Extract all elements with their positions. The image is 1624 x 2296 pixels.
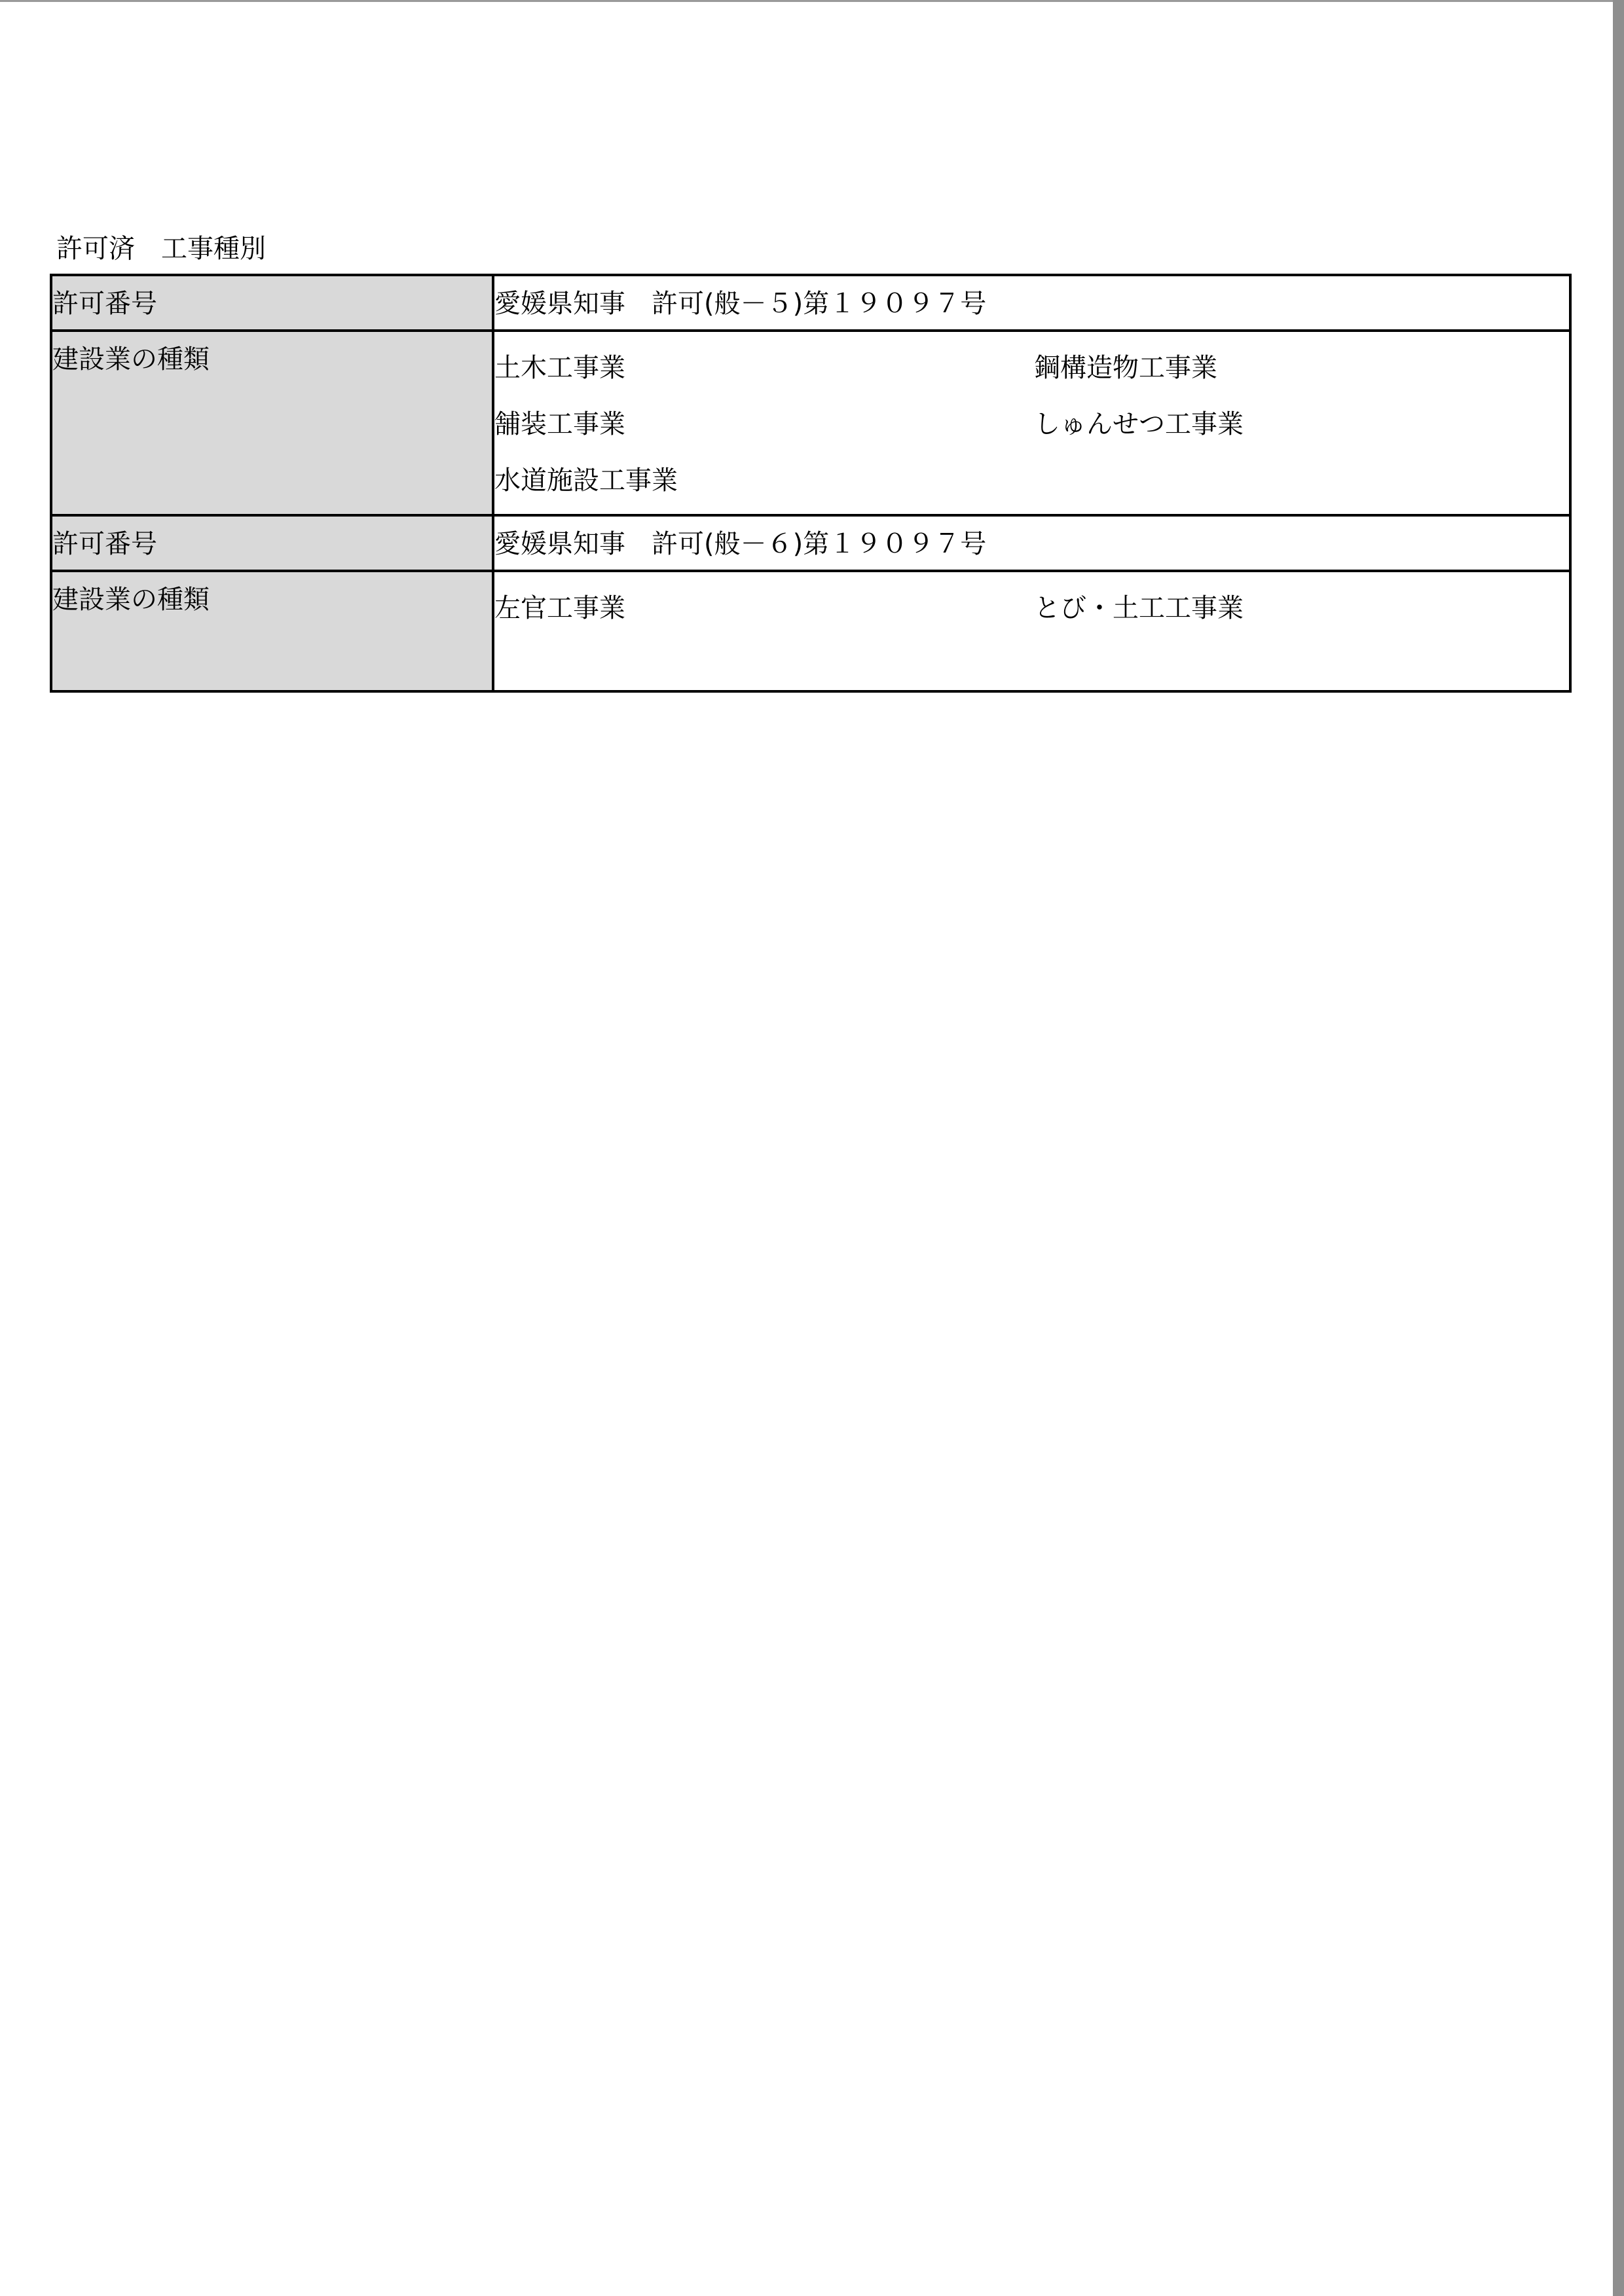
- construction-types-row: [51, 331, 1570, 515]
- construction-types-list: [494, 332, 1569, 514]
- construction-types-label-cell: [51, 571, 493, 691]
- permit-number-label: 許可番号: [52, 529, 157, 559]
- permit-number-label-cell: [51, 515, 493, 571]
- construction-types-label: 建設業の種類: [52, 344, 210, 374]
- page-right-edge: [1613, 0, 1624, 2296]
- permit-number-row: [51, 515, 1570, 571]
- permit-number-label-cell: [51, 275, 493, 331]
- permit-number-value-cell: [493, 275, 1570, 331]
- permit-table: [50, 274, 1572, 693]
- permit-number-label: 許可番号: [52, 289, 157, 319]
- construction-types-row: [51, 571, 1570, 691]
- construction-types-value-cell: [493, 571, 1570, 691]
- construction-type-item: しゅんせつ工事業: [1034, 409, 1244, 439]
- permit-number-value-cell: [493, 515, 1570, 571]
- construction-types-label-cell: [51, 331, 493, 515]
- construction-type-item: 舗装工事業: [494, 409, 625, 439]
- construction-type-item: 左官工事業: [494, 593, 625, 623]
- page-top-edge: [0, 0, 1624, 2]
- construction-types-list: [494, 572, 1569, 690]
- construction-type-item: 鋼構造物工事業: [1034, 353, 1217, 383]
- permit-number-row: [51, 275, 1570, 331]
- construction-type-item: 水道施設工事業: [494, 465, 678, 496]
- document-title: 許可済 工事種別: [56, 234, 266, 264]
- permit-number-value: 愛媛県知事 許可(般－５)第１９０９７号: [494, 289, 987, 319]
- permit-number-value: 愛媛県知事 許可(般－６)第１９０９７号: [494, 529, 987, 559]
- construction-type-item: とび・土工工事業: [1034, 593, 1244, 623]
- construction-type-item: 土木工事業: [494, 353, 625, 383]
- construction-types-label: 建設業の種類: [52, 585, 210, 615]
- construction-types-value-cell: [493, 331, 1570, 515]
